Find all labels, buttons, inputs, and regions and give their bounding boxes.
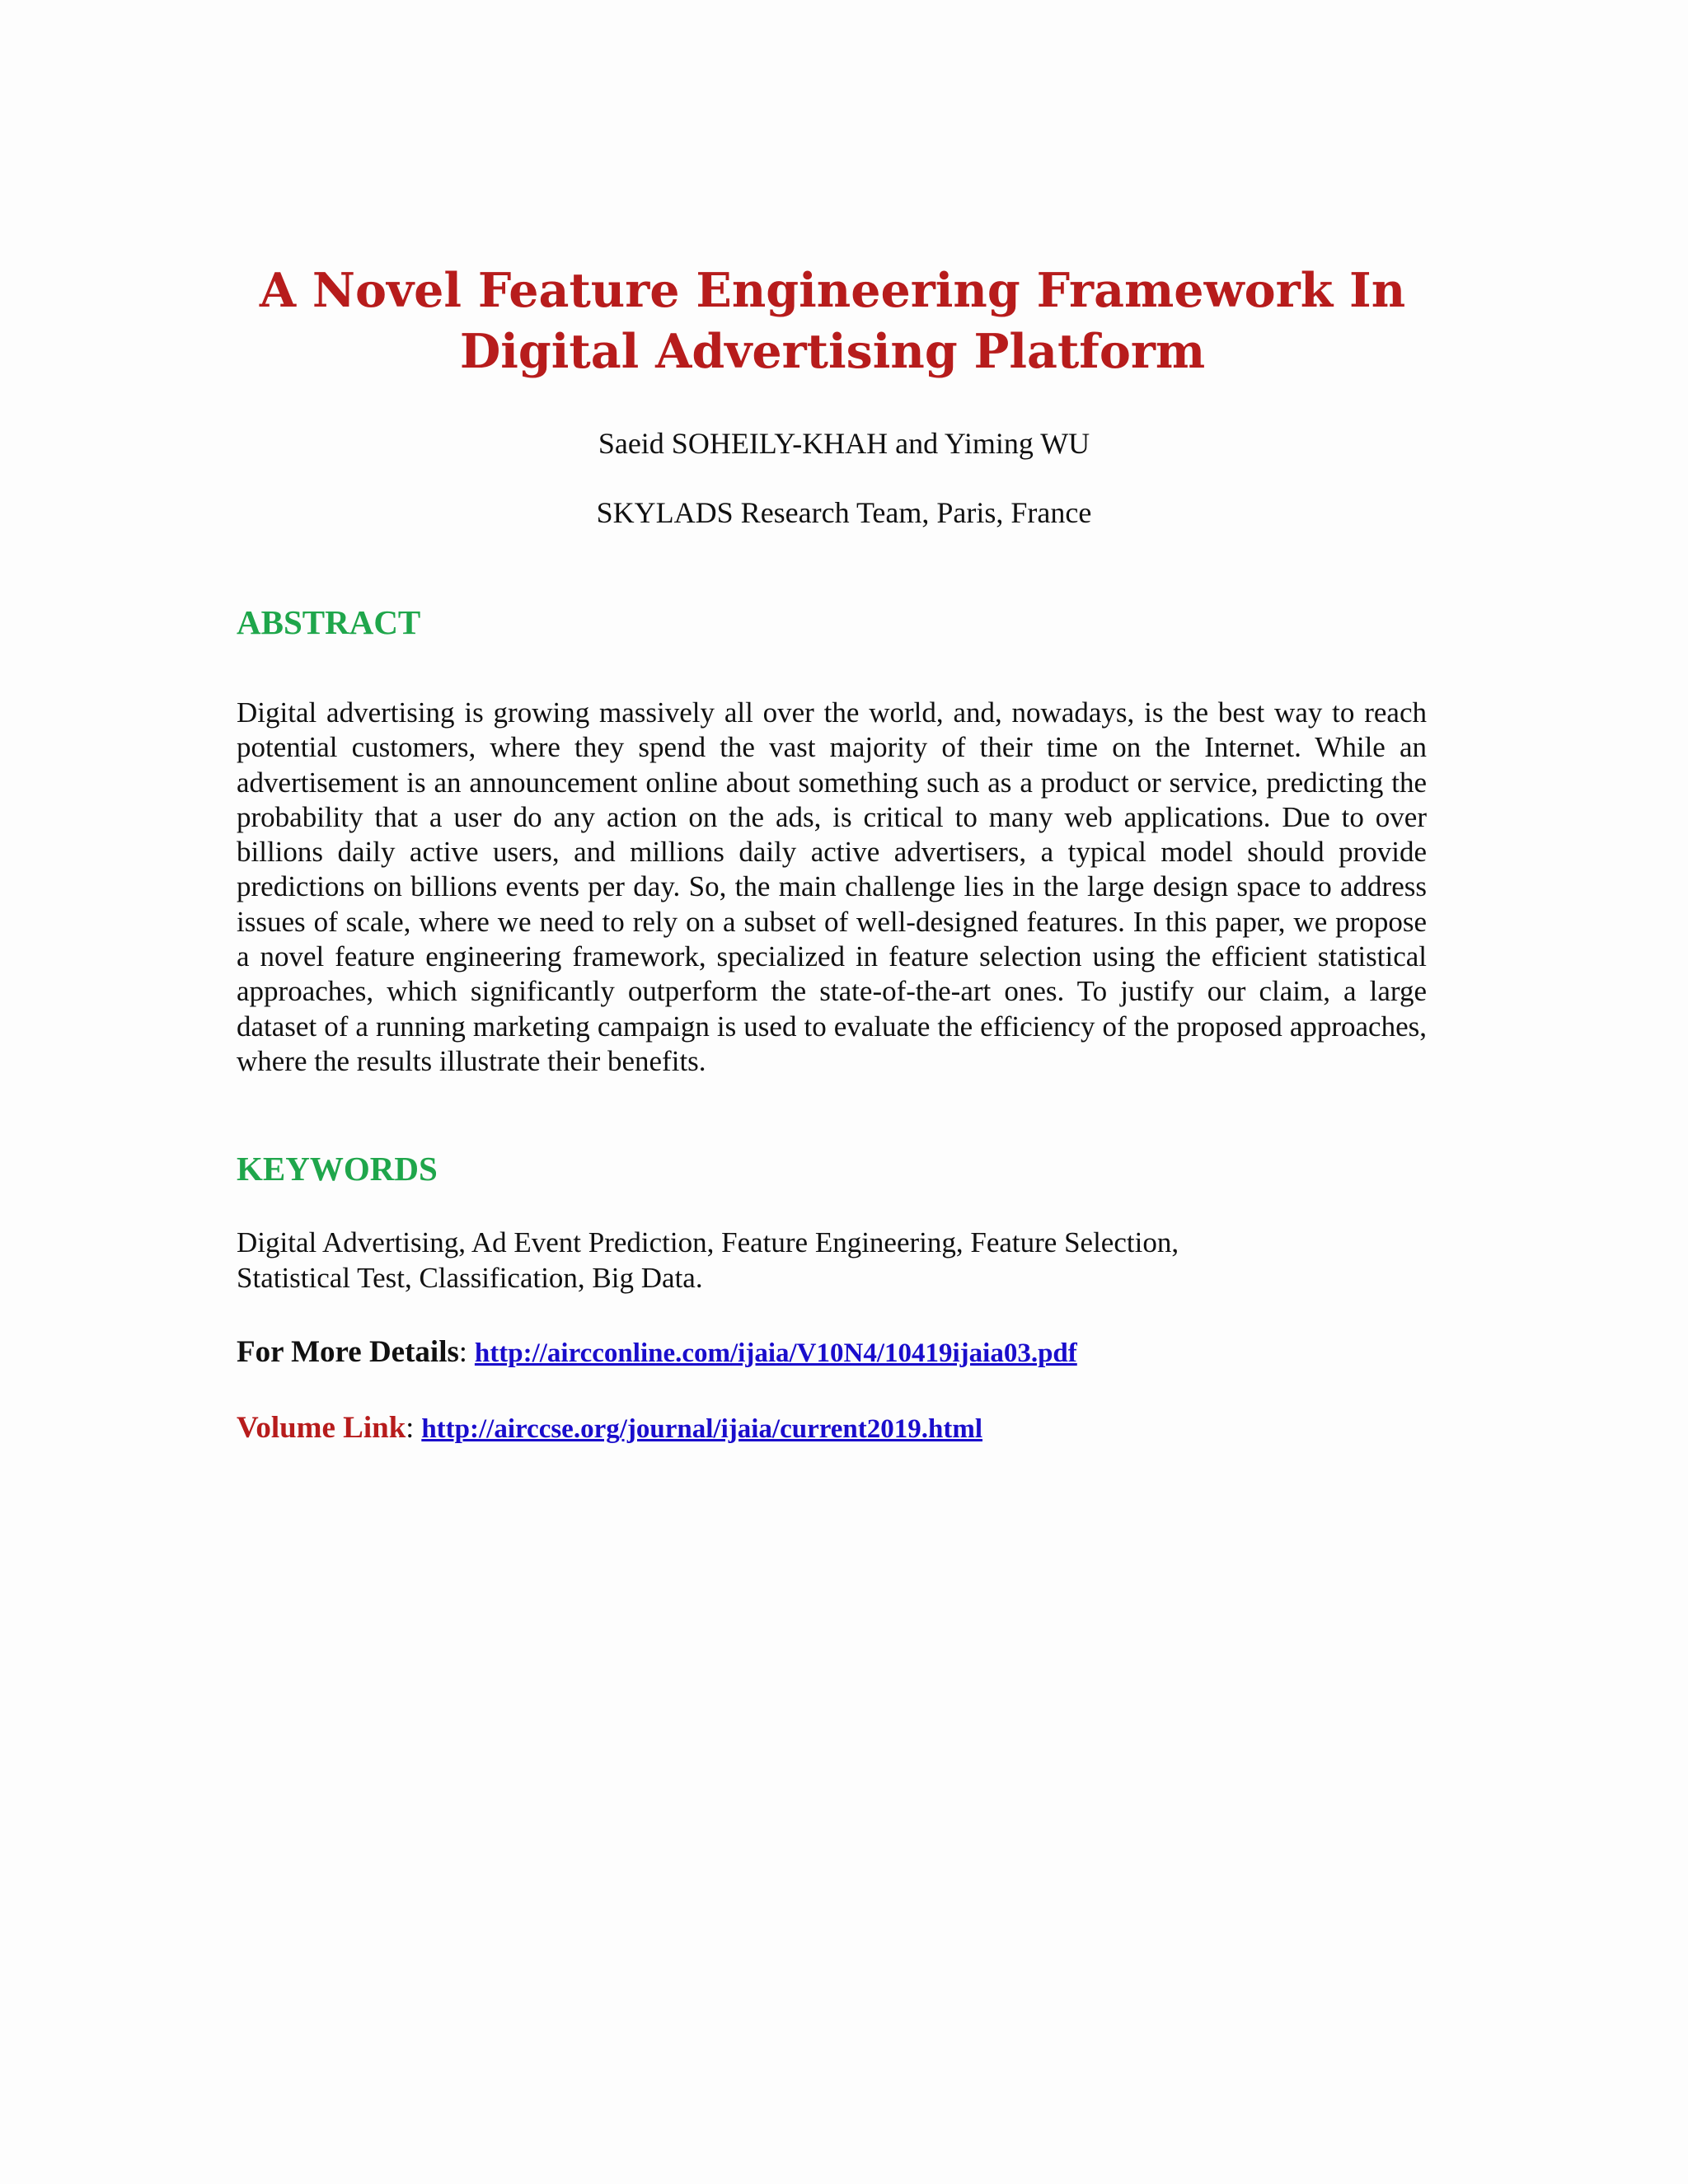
keywords-line-2: Statistical Test, Classification, Big Data.: [237, 1261, 703, 1294]
keywords-heading: KEYWORDS: [237, 1150, 438, 1188]
volume-link[interactable]: http://airccse.org/journal/ijaia/current2019.html: [421, 1414, 983, 1444]
more-details-link[interactable]: http://aircconline.com/ijaia/V10N4/10419ijaia03.pdf: [474, 1338, 1077, 1368]
more-details-label: For More Details: [237, 1335, 459, 1369]
paper-title-line-2: Digital Advertising Platform: [459, 324, 1206, 379]
paper-title: [190, 260, 1475, 382]
paper-affiliation: SKYLADS Research Team, Paris, France: [596, 496, 1092, 529]
keywords-text: [237, 1226, 1427, 1296]
paper-title-line-1: A Novel Feature Engineering Framework In: [259, 263, 1406, 318]
paper-authors: Saeid SOHEILY-KHAH and Yiming WU: [598, 427, 1090, 460]
abstract-heading: ABSTRACT: [237, 603, 421, 641]
more-details-separator: :: [458, 1335, 467, 1368]
more-details-line: [237, 1333, 1077, 1371]
abstract-text: Digital advertising is growing massively all over the world, and, nowadays, is the best way to reach potential customers, where they spend the vast majority of their time on the Internet. While an advertisement is an announcement online about something such as a product or service, predicting the probability that a user do any action on the ads, is critical to many web applications. Due to over billions daily active users, and millions daily active advertisers, a typical model should provide predictions on billions events per day. So, the main challenge lies in the large design space to address issues of scale, where we need to rely on a subset of well-designed features. In this paper, we propose a novel feature engineering framework, specialized in feature selection using the efficient statistical approaches, which significantly outperform the state-of-the-art ones. To justify our claim, a large dataset of a running marketing campaign is used to evaluate the efficiency of the proposed approaches, where the results illustrate their benefits.: [237, 696, 1427, 1077]
volume-link-label: Volume Link: [237, 1411, 406, 1445]
volume-link-separator: :: [406, 1411, 415, 1444]
keywords-line-1: Digital Advertising, Ad Event Prediction, Feature Engineering, Feature Selection,: [237, 1226, 1179, 1258]
volume-link-line: [237, 1409, 982, 1447]
